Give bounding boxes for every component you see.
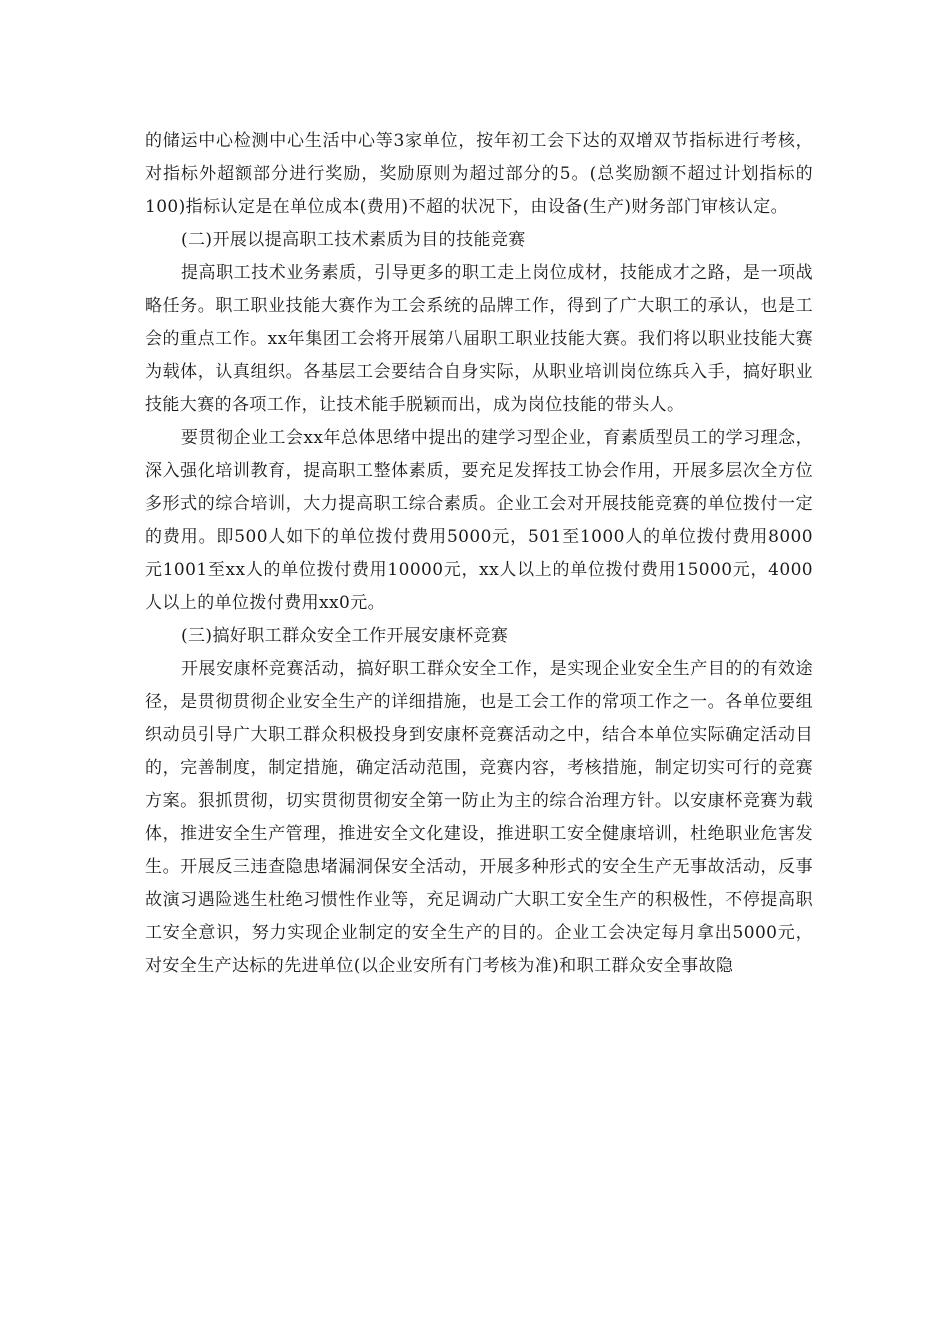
paragraph-training-funding: 要贯彻企业工会xx年总体思绪中提出的建学习型企业，育素质型员工的学习理念，深入强化培训教育，提高职工整体素质，要充足发挥技工协会作用，开展多层次全方位多形式的综合培训，大力提高职工综合素质。企业工会对开展技能竞赛的单位拨付一定的费用。即500人如下的单位拨付费用5000元，501至1000人的单位拨付费用8000元1001至xx人的单位拨付费用10000元，xx人以上的单位拨付费用15000元，4000人以上的单位拨付费用xx0元。 [145,428,813,613]
section-heading-safety-competition: (三)搞好职工群众安全工作开展安康杯竞赛 [181,626,509,646]
paragraph-continued: 的储运中心检测中心生活中心等3家单位，按年初工会下达的双增双节指标进行考核，对指标外超额部分进行奖励，奖励原则为超过部分的5。(总奖励额不超过计划指标的100)指标认定是在单位成本(费用)不超的状况下，由设备(生产)财务部门审核认定。 [145,131,813,217]
document-page [145,125,813,983]
section-heading-skill-competition: (二)开展以提高职工技术素质为目的技能竞赛 [181,230,526,250]
paragraph-safety-work: 开展安康杯竞赛活动，搞好职工群众安全工作，是实现企业安全生产目的的有效途径，是贯彻贯彻企业安全生产的详细措施，也是工会工作的常项工作之一。各单位要组织动员引导广大职工群众积极投身到安康杯竞赛活动之中，结合本单位实际确定活动目的，完善制度，制定措施，确定活动范围，竞赛内容，考核措施，制定切实可行的竞赛方案。狠抓贯彻，切实贯彻贯彻安全第一防止为主的综合治理方针。以安康杯竞赛为载体，推进安全生产管理，推进安全文化建设，推进职工安全健康培训，杜绝职业危害发生。开展反三违查隐患堵漏洞保安全活动，开展多种形式的安全生产无事故活动，反事故演习遇险逃生杜绝习惯性作业等，充足调动广大职工安全生产的积极性，不停提高职工安全意识，努力实现企业制定的安全生产的目的。企业工会决定每月拿出5000元，对安全生产达标的先进单位(以企业安所有门考核为准)和职工群众安全事故隐 [145,659,813,976]
paragraph-skill-quality: 提高职工技术业务素质，引导更多的职工走上岗位成材，技能成才之路，是一项战略任务。职工职业技能大赛作为工会系统的品牌工作，得到了广大职工的承认，也是工会的重点工作。xx年集团工会将开展第八届职工职业技能大赛。我们将以职业技能大赛为载体，认真组织。各基层工会要结合自身实际，从职业培训岗位练兵入手，搞好职业技能大赛的各项工作，让技术能手脱颖而出，成为岗位技能的带头人。 [145,263,813,415]
